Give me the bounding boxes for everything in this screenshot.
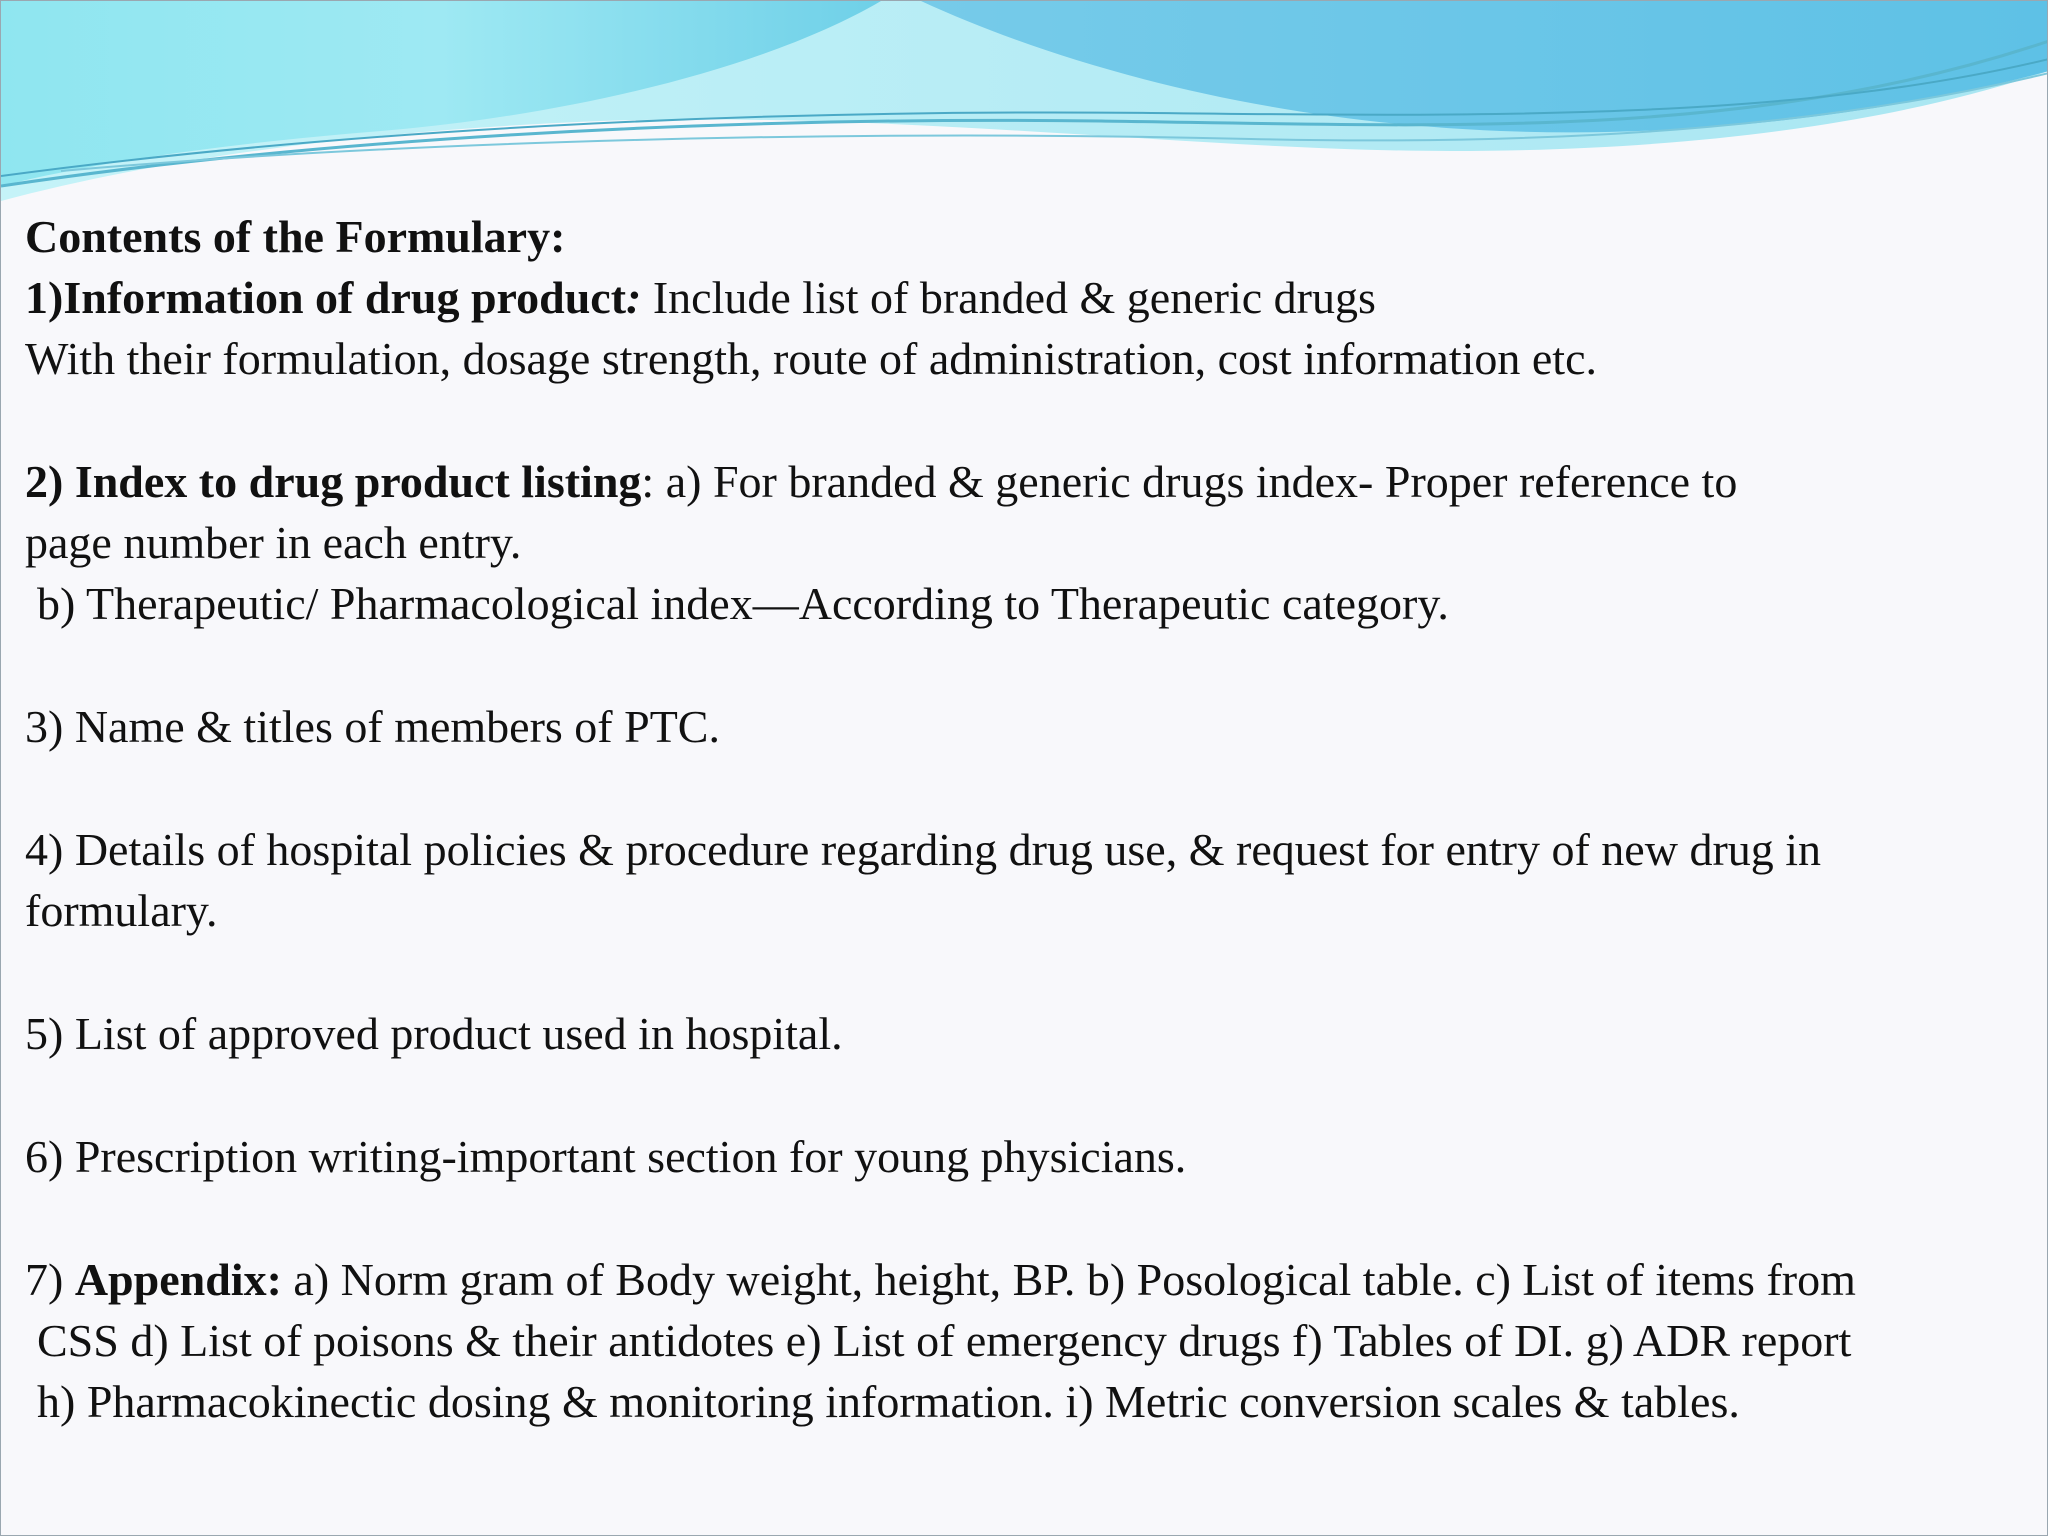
item-1-heading: Information of drug product [63, 272, 627, 323]
spacer [25, 389, 2048, 451]
item-1-line-2: With their formulation, dosage strength, route of administration, cost information etc. [25, 333, 1597, 384]
item-7-line-1 [25, 1249, 2048, 1310]
spacer [25, 1187, 2048, 1249]
item-1-colon: : [626, 272, 642, 323]
item-7-line-2: CSS d) List of poisons & their antidotes e) List of emergency drugs f) Tables of DI. g) ADR report [37, 1315, 1852, 1366]
spacer [25, 757, 2048, 819]
item-3: 3) Name & titles of members of PTC. [25, 701, 720, 752]
item-2-line-2: page number in each entry. [25, 517, 522, 568]
item-1-line-1 [25, 267, 2048, 328]
item-7-heading: Appendix: [74, 1254, 282, 1305]
item-4-line-2: formulary. [25, 885, 218, 936]
item-1-number: 1) [25, 272, 64, 323]
item-1-text: Include list of branded & generic drugs [641, 272, 1376, 323]
item-6: 6) Prescription writing-important section for young physicians. [25, 1131, 1187, 1182]
item-2-line-3: b) Therapeutic/ Pharmacological index—According to Therapeutic category. [37, 578, 1449, 629]
header-wave-decoration [1, 1, 2048, 211]
item-2-line-1 [25, 451, 2048, 512]
spacer [25, 634, 2048, 696]
item-7-text: a) Norm gram of Body weight, height, BP. b) Posological table. c) List of items from [281, 1254, 1856, 1305]
item-7-number: 7) [25, 1254, 75, 1305]
item-4-line-1: 4) Details of hospital policies & procedure regarding drug use, & request for entry of new drug in [25, 824, 1822, 875]
item-2-text-a: : a) For branded & generic drugs index- Proper reference to [641, 456, 1738, 507]
spacer [25, 1064, 2048, 1126]
item-7-line-3: h) Pharmacokinectic dosing & monitoring information. i) Metric conversion scales & tables. [37, 1376, 1740, 1427]
item-2-heading: 2) Index to drug product listing [25, 456, 642, 507]
slide-content [25, 206, 2048, 1432]
spacer [25, 941, 2048, 1003]
item-5: 5) List of approved product used in hospital. [25, 1008, 843, 1059]
slide-title: Contents of the Formulary: [25, 211, 566, 262]
